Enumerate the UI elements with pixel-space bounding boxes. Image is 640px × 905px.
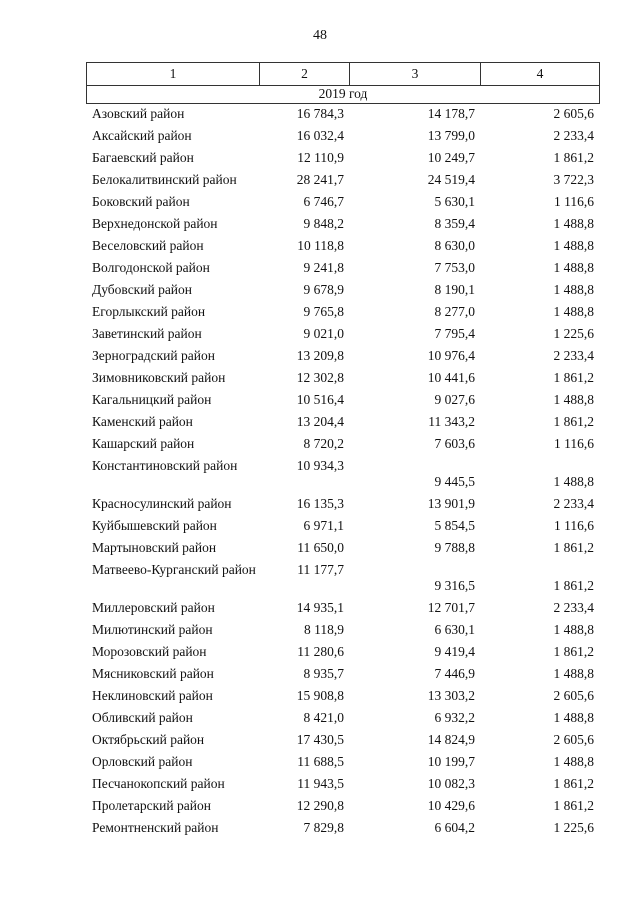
value-col-3: 12 701,7 — [427, 600, 475, 615]
district-name: Кашарский район — [92, 436, 195, 451]
district-name: Матвеево-Курганский район — [92, 562, 256, 577]
value-col-2: 12 302,8 — [296, 370, 344, 385]
district-name: Морозовский район — [92, 644, 207, 659]
value-col-2: 11 280,6 — [297, 644, 344, 659]
district-name: Белокалитвинский район — [92, 172, 237, 187]
value-col-3: 14 824,9 — [427, 732, 475, 747]
value-col-4: 1 488,8 — [553, 304, 594, 319]
value-col-2: 7 829,8 — [303, 820, 344, 835]
value-col-2: 9 848,2 — [303, 216, 344, 231]
table-header — [86, 62, 600, 86]
value-col-2: 9 678,9 — [303, 282, 344, 297]
header-col-2: 2 — [260, 63, 350, 85]
district-name: Октябрьский район — [92, 732, 205, 747]
district-name: Красносулинский район — [92, 496, 232, 511]
value-col-3: 8 277,0 — [434, 304, 475, 319]
value-col-4: 2 605,6 — [553, 688, 594, 703]
value-col-3: 7 795,4 — [434, 326, 475, 341]
value-col-3: 24 519,4 — [427, 172, 475, 187]
value-col-4: 1 116,6 — [554, 518, 594, 533]
value-col-2: 9 765,8 — [303, 304, 344, 319]
value-col-3: 6 630,1 — [434, 622, 475, 637]
value-col-2: 16 784,3 — [296, 106, 344, 121]
value-col-4: 1 861,2 — [553, 776, 594, 791]
value-col-4: 1 116,6 — [554, 436, 594, 451]
value-col-4: 1 488,8 — [553, 260, 594, 275]
value-col-2: 10 934,3 — [296, 458, 344, 473]
district-name: Орловский район — [92, 754, 193, 769]
district-name: Веселовский район — [92, 238, 204, 253]
value-col-3: 14 178,7 — [427, 106, 475, 121]
value-col-4: 1 861,2 — [553, 370, 594, 385]
value-col-2: 16 135,3 — [296, 496, 344, 511]
district-name: Зимовниковский район — [92, 370, 226, 385]
value-col-3: 8 359,4 — [434, 216, 475, 231]
value-col-4: 1 488,8 — [553, 666, 594, 681]
value-col-2: 8 935,7 — [303, 666, 344, 681]
value-col-2: 8 720,2 — [303, 436, 344, 451]
value-col-4: 1 225,6 — [553, 820, 594, 835]
value-col-2: 12 290,8 — [296, 798, 344, 813]
value-col-3: 9 027,6 — [434, 392, 475, 407]
district-name: Куйбышевский район — [92, 518, 217, 533]
value-col-4: 1 116,6 — [554, 194, 594, 209]
value-col-4: 1 488,8 — [553, 710, 594, 725]
value-col-2: 28 241,7 — [296, 172, 344, 187]
value-col-3: 6 604,2 — [434, 820, 475, 835]
value-col-4: 2 233,4 — [553, 128, 594, 143]
value-col-2: 13 209,8 — [296, 348, 344, 363]
value-col-4: 1 861,2 — [553, 644, 594, 659]
value-col-3: 11 343,2 — [428, 414, 475, 429]
value-col-4: 1 488,8 — [553, 622, 594, 637]
value-col-3: 9 316,5 — [434, 578, 475, 593]
value-col-2: 11 943,5 — [297, 776, 344, 791]
value-col-3: 6 932,2 — [434, 710, 475, 725]
district-name: Багаевский район — [92, 150, 194, 165]
value-col-2: 10 118,8 — [297, 238, 344, 253]
district-name: Мартыновский район — [92, 540, 217, 555]
year-row: 2019 год — [86, 86, 600, 104]
value-col-4: 1 861,2 — [553, 150, 594, 165]
value-col-2: 6 971,1 — [303, 518, 344, 533]
value-col-2: 8 118,9 — [304, 622, 344, 637]
value-col-2: 6 746,7 — [303, 194, 344, 209]
value-col-4: 1 488,8 — [553, 474, 594, 489]
value-col-4: 1 225,6 — [553, 326, 594, 341]
district-name: Мясниковский район — [92, 666, 214, 681]
value-col-4: 2 233,4 — [553, 348, 594, 363]
value-col-2: 17 430,5 — [296, 732, 344, 747]
value-col-4: 1 861,2 — [553, 578, 594, 593]
district-name: Волгодонской район — [92, 260, 210, 275]
district-name: Каменский район — [92, 414, 193, 429]
value-col-2: 9 241,8 — [303, 260, 344, 275]
district-name: Егорлыкский район — [92, 304, 206, 319]
value-col-3: 9 419,4 — [434, 644, 475, 659]
value-col-4: 1 488,8 — [553, 238, 594, 253]
value-col-3: 10 199,7 — [427, 754, 475, 769]
value-col-2: 15 908,8 — [296, 688, 344, 703]
header-col-4: 4 — [536, 66, 544, 81]
value-col-4: 1 861,2 — [553, 798, 594, 813]
value-col-3: 9 788,8 — [434, 540, 475, 555]
value-col-3: 10 249,7 — [427, 150, 475, 165]
value-col-3: 7 446,9 — [434, 666, 475, 681]
header-col-3: 3 — [350, 63, 481, 85]
value-col-2: 9 021,0 — [303, 326, 344, 341]
value-col-3: 10 429,6 — [427, 798, 475, 813]
value-col-4: 3 722,3 — [553, 172, 594, 187]
value-col-4: 1 488,8 — [553, 216, 594, 231]
value-col-4: 2 233,4 — [553, 600, 594, 615]
value-col-4: 1 488,8 — [553, 282, 594, 297]
district-name: Миллеровский район — [92, 600, 215, 615]
value-col-2: 16 032,4 — [296, 128, 344, 143]
district-name: Дубовский район — [92, 282, 193, 297]
district-name: Заветинский район — [92, 326, 202, 341]
district-name: Азовский район — [92, 106, 185, 121]
value-col-4: 1 861,2 — [553, 414, 594, 429]
value-col-2: 11 177,7 — [297, 562, 344, 577]
value-col-4: 1 488,8 — [553, 392, 594, 407]
value-col-3: 13 303,2 — [427, 688, 475, 703]
district-name: Верхнедонской район — [92, 216, 218, 231]
value-col-3: 7 603,6 — [434, 436, 475, 451]
value-col-2: 14 935,1 — [296, 600, 344, 615]
district-name: Обливский район — [92, 710, 193, 725]
value-col-2: 8 421,0 — [303, 710, 344, 725]
district-name: Пролетарский район — [92, 798, 211, 813]
value-col-3: 13 901,9 — [427, 496, 475, 511]
value-col-3: 10 082,3 — [427, 776, 475, 791]
value-col-3: 8 190,1 — [434, 282, 475, 297]
district-name: Аксайский район — [92, 128, 192, 143]
page-number: 48 — [313, 28, 327, 43]
value-col-2: 10 516,4 — [296, 392, 344, 407]
district-name: Константиновский район — [92, 458, 238, 473]
value-col-3: 10 441,6 — [427, 370, 475, 385]
value-col-2: 13 204,4 — [296, 414, 344, 429]
district-name: Ремонтненский район — [92, 820, 219, 835]
header-col-1: 1 — [87, 63, 260, 85]
district-name: Песчанокопский район — [92, 776, 225, 791]
value-col-3: 10 976,4 — [427, 348, 475, 363]
value-col-2: 11 650,0 — [297, 540, 344, 555]
value-col-2: 12 110,9 — [297, 150, 344, 165]
district-name: Кагальницкий район — [92, 392, 212, 407]
value-col-4: 2 605,6 — [553, 732, 594, 747]
value-col-4: 1 861,2 — [553, 540, 594, 555]
value-col-4: 2 233,4 — [553, 496, 594, 511]
district-name: Боковский район — [92, 194, 190, 209]
value-col-3: 5 854,5 — [434, 518, 475, 533]
district-name: Зерноградский район — [92, 348, 215, 363]
value-col-3: 5 630,1 — [434, 194, 475, 209]
value-col-3: 8 630,0 — [434, 238, 475, 253]
value-col-2: 11 688,5 — [297, 754, 344, 769]
value-col-3: 7 753,0 — [434, 260, 475, 275]
value-col-4: 2 605,6 — [553, 106, 594, 121]
district-name: Неклиновский район — [92, 688, 213, 703]
value-col-3: 13 799,0 — [427, 128, 475, 143]
value-col-3: 9 445,5 — [434, 474, 475, 489]
value-col-4: 1 488,8 — [553, 754, 594, 769]
district-name: Милютинский район — [92, 622, 213, 637]
